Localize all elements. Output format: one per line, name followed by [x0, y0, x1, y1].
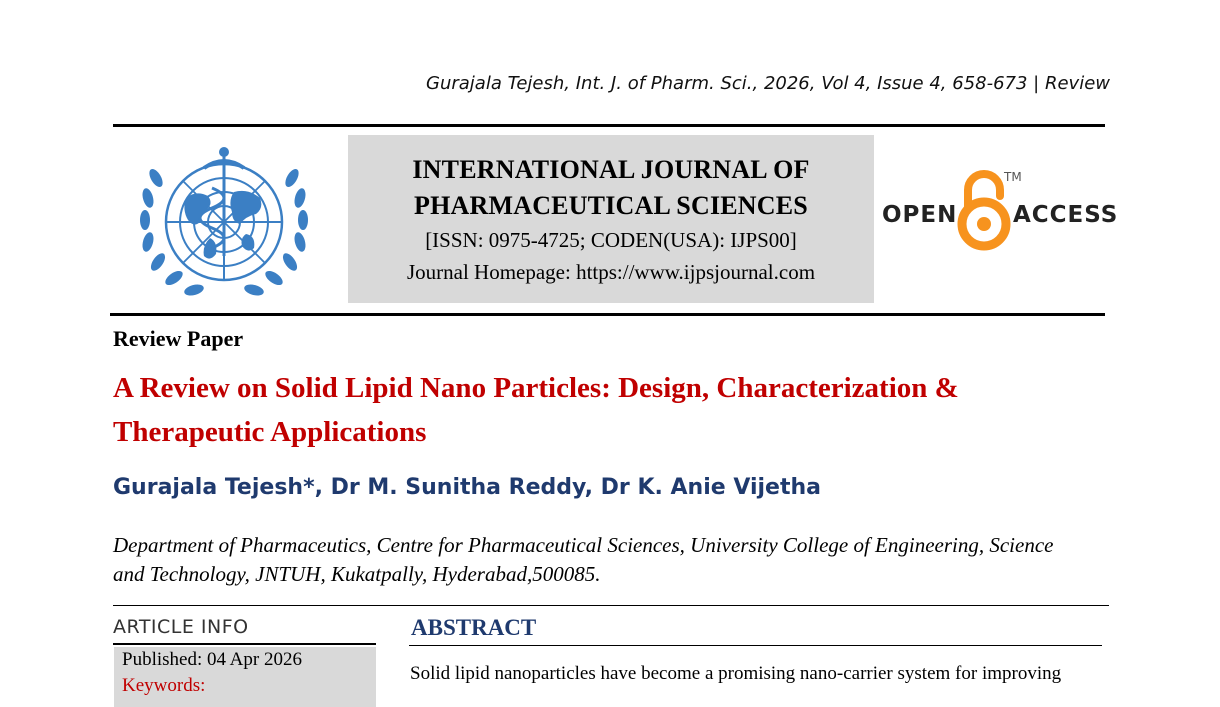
affiliation-line2: and Technology, JNTUH, Kukatpally, Hyderabad,500085. [113, 562, 601, 586]
journal-masthead [348, 135, 874, 303]
paper-affiliation [113, 531, 1113, 589]
section-divider [113, 605, 1109, 606]
open-access-access-text: ACCESS [1013, 202, 1119, 228]
paper-title-line2: Therapeutic Applications [113, 416, 427, 448]
journal-emblem-logo [126, 138, 326, 308]
abstract-heading: ABSTRACT [411, 615, 537, 640]
affiliation-line1: Department of Pharmaceutics, Centre for Pharmaceutical Sciences, University College of Engineering, Science [113, 533, 1054, 557]
header-bottom-rule [110, 313, 1105, 316]
article-info-heading: ARTICLE INFO [113, 616, 249, 638]
running-head: Gurajala Tejesh, Int. J. of Pharm. Sci., 2026, Vol 4, Issue 4, 658-673 | Review [426, 73, 1110, 94]
journal-title-line2: PHARMACEUTICAL SCIENCES [414, 191, 808, 220]
paper-title-line1: A Review on Solid Lipid Nano Particles: Design, Characterization & [113, 372, 959, 404]
keywords-label: Keywords: [122, 675, 206, 696]
open-access-logo [880, 168, 1119, 252]
abstract-rule [409, 645, 1102, 646]
open-access-trademark: TM [1004, 170, 1022, 184]
journal-homepage[interactable]: Journal Homepage: https://www.ijpsjournal.com [406, 260, 816, 284]
article-info-rule [113, 643, 376, 645]
abstract-text: Solid lipid nanoparticles have become a promising nano-carrier system for improving [410, 663, 1062, 684]
journal-title-line1: INTERNATIONAL JOURNAL OF [412, 155, 810, 184]
header-top-rule [113, 124, 1105, 127]
journal-issn: [ISSN: 0975-4725; CODEN(USA): IJPS00] [425, 228, 797, 252]
open-access-open-text: OPEN [882, 202, 958, 228]
published-date: Published: 04 Apr 2026 [122, 649, 302, 670]
paper-authors: Gurajala Tejesh*, Dr M. Sunitha Reddy, Dr K. Anie Vijetha [113, 475, 821, 500]
paper-type: Review Paper [113, 326, 244, 351]
article-info-panel [114, 647, 376, 707]
paper-title [113, 366, 1113, 454]
